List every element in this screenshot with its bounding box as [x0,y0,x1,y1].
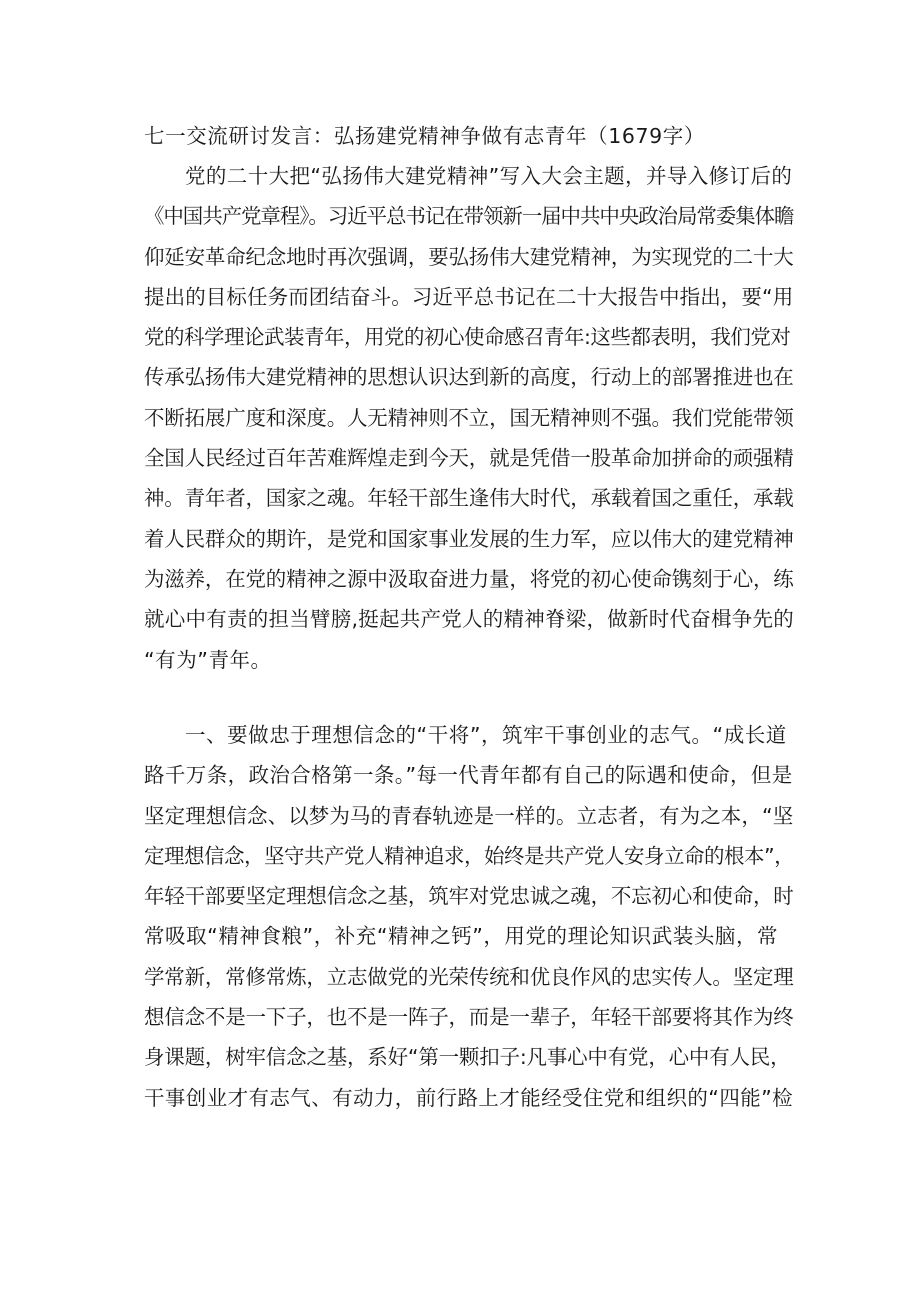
text-line: 坚定理想信念、以梦为马的青春轨迹是一样的。立志者，有为之本，“坚 [144,803,794,828]
text-line: 年轻干部要坚定理想信念之基，筑牢对党忠诚之魂，不忘初心和使命，时 [144,884,794,909]
paragraph-intro [144,156,794,680]
text-line: “有为”青年。 [144,647,272,672]
paragraph-section-one [144,715,794,1118]
text-line: 着人民群众的期许，是党和国家事业发展的生力军，应以伟大的建党精神 [144,526,794,551]
text-line: 神。青年者，国家之魂。年轻干部生逢伟大时代，承载着国之重任，承载 [144,486,794,511]
text-line: 全国人民经过百年苦难辉煌走到今天，就是凭借一股革命加拼命的顽强精 [144,446,794,471]
text-line: 想信念不是一下子，也不是一阵子，而是一辈子，年轻干部要将其作为终 [144,1005,794,1030]
text-line: 路千万条，政治合格第一条。”每一代青年都有自己的际遇和使命，但是 [144,763,793,788]
text-line: 党的科学理论武装青年，用党的初心使命感召青年:这些都表明，我们党对 [144,325,791,350]
text-line: 不断拓展广度和深度。人无精神则不立，国无精神则不强。我们党能带领 [144,405,794,430]
text-line: 传承弘扬伟大建党精神的思想认识达到新的高度，行动上的部署推进也在 [144,365,794,390]
text-line: 党的二十大把“弘扬伟大建党精神”写入大会主题，并导入修订后的 [185,164,793,188]
text-line: 就心中有责的担当臂膀,挺起共产党人的精神脊梁，做新时代奋楫争先的 [144,607,795,632]
text-line: 一、要做忠于理想信念的“干将”，筑牢干事创业的志气。“成长道 [185,723,787,747]
text-line: 身课题，树牢信念之基，系好“第一颗扣子:凡事心中有党，心中有人民， [144,1045,791,1070]
text-line: 常吸取“精神食粮”，补充“精神之钙”，用党的理论知识武装头脑，常 [144,924,779,949]
text-line: 仰延安革命纪念地时再次强调，要弘扬伟大建党精神，为实现党的二十大 [144,244,794,269]
text-line: 学常新，常修常炼，立志做党的光荣传统和优良作风的忠实传人。坚定理 [144,964,794,989]
text-line: 干事创业才有志气、有动力，前行路上才能经受住党和组织的“四能”检 [144,1085,794,1110]
text-line: 提出的目标任务而团结奋斗。习近平总书记在二十大报告中指出，要“用 [144,284,794,309]
text-line: 定理想信念，坚守共产党人精神追求，始终是共产党人安身立命的根本”， [144,843,795,868]
text-line: 为滋养，在党的精神之源中汲取奋进力量，将党的初心使命镌刻于心，练 [144,566,794,591]
text-line: 《中国共产党章程》。习近平总书记在带领新一届中共中央政治局常委集体瞻 [144,204,794,229]
document-title: 七一交流研讨发言：弘扬建党精神争做有志青年（1679字） [144,124,705,148]
